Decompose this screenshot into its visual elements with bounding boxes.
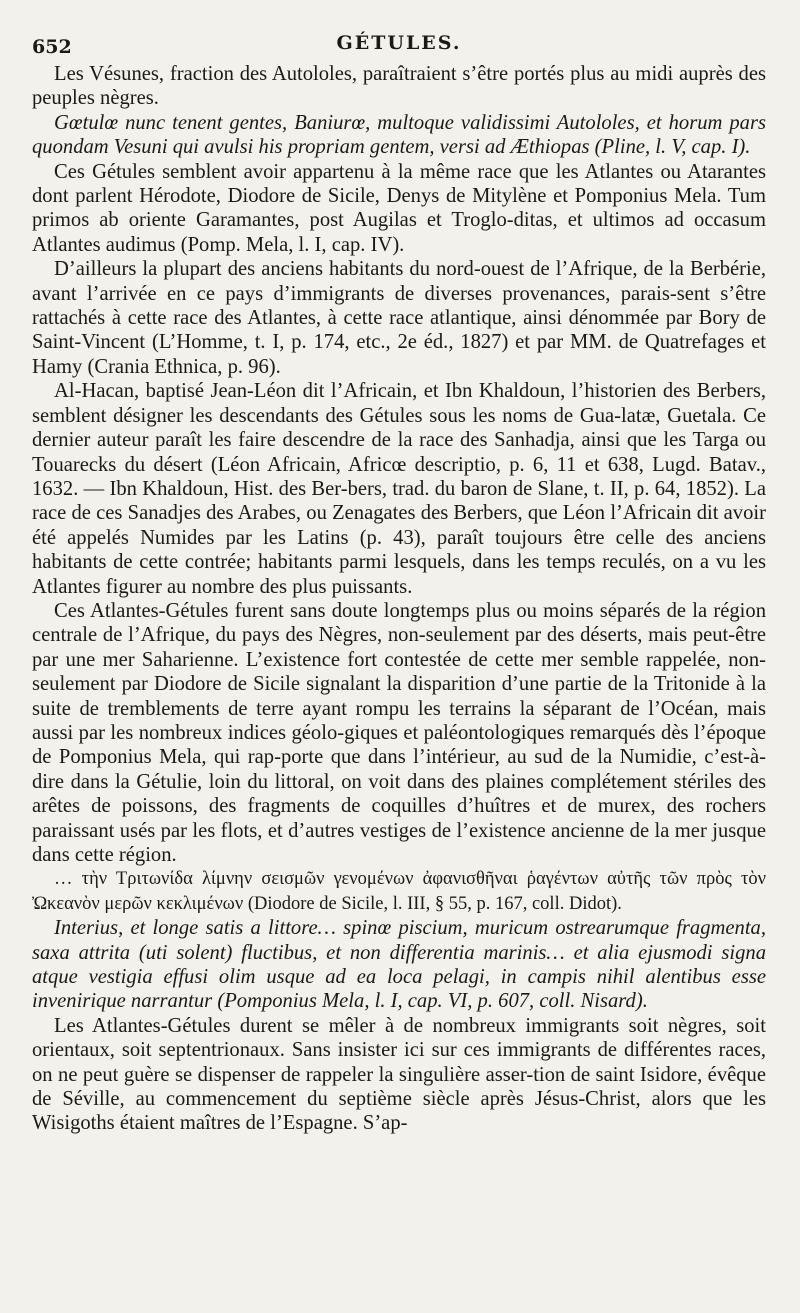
quote-mela: Interius, et longe satis a littore… spinœ piscium, muricum ostrearumque fragmenta, saxa attrita (uti solent) fluctibus, et non differentia marinis… et alia ejusmodi signa atque vestigia effusi olim usque ad ea loca pelagi, in campis nihil alentibus esse invenirique narrantur (Pomponius Mela, l. I, cap. VI, p. 607, coll. Nisard). <box>32 917 766 1013</box>
body-text <box>32 62 766 1136</box>
paragraph-berberie: D’ailleurs la plupart des anciens habitants du nord-ouest de l’Afrique, de la Berbérie, avant l’arrivée en ce pays d’immigrants de diverses provenances, parais-sent s’être rattachés à cette race des Atlantes, à cette race atlantique, ainsi dénommée par Bory de Saint-Vincent (L’Homme, t. I, p. 174, etc., 2e éd., 1827) et par MM. de Quatrefages et Hamy (Crania Ethnica, p. 96). <box>32 258 766 378</box>
page-header <box>32 18 766 62</box>
paragraph-vesunes: Les Vésunes, fraction des Autololes, paraîtraient s’être portés plus au midi auprès des peuples nègres. <box>32 63 766 110</box>
running-title: GÉTULES. <box>336 32 462 54</box>
quote-pliny: Gœtulœ nunc tenent gentes, Baniurœ, multoque validissimi Autololes, et horum pars quondam Vesuni qui avulsi his propriam gentem, versi ad Æthiopas (Pline, l. V, cap. I). <box>32 111 766 159</box>
quote-diodore-greek: … τὴν Τριτωνίδα λίμνην σεισμῶν γενομένων ἀφανισθῆναι ῥαγέντων αὐτῆς τῶν πρὸς τὸν Ὠκεανὸν μερῶν κεκλιμένων (Diodore de Sicile, l. III, § 55, p. 167, coll. Didot). <box>32 869 766 914</box>
page-number: 652 <box>32 36 72 58</box>
paragraph-immigrants: Les Atlantes-Gétules durent se mêler à de nombreux immigrants soit nègres, soit orientaux, soit septentrionaux. Sans insister ici sur ces immigrants de différentes races, on ne peut guère se dispenser de rappeler la singulière asser-tion de saint Isidore, évêque de Séville, au commencement du septième siècle après Jésus-Christ, alors que les Wisigoths étaient maîtres de l’Espagne. S’ap- <box>32 1014 766 1135</box>
paragraph-al-hacan: Al-Hacan, baptisé Jean-Léon dit l’Africain, et Ibn Khaldoun, l’historien des Berbers, semblent désigner les descendants des Gétules sous les noms de Gua-latæ, Guetala. Ce dernier auteur paraît les faire descendre de la race des Sanhadja, ainsi que les Targa ou Touarecks du désert (Léon Africain, Africœ descriptio, p. 6, 11 et 638, Lugd. Batav., 1632. — Ibn Khaldoun, Hist. des Ber-bers, trad. du baron de Slane, t. II, p. 64, 1852). La race de ces Sanadjes des Arabes, ou Zenagates des Berbers, que Léon l’Africain dit avoir été appelés Numides par les Latins (p. 43), paraît toujours être celle des anciens habitants de cette contrée; habitants parmi lesquels, dans les temps reculés, on a vu les Atlantes figurer au nombre des plus puissants. <box>32 380 766 598</box>
paragraph-atlantes: Ces Gétules semblent avoir appartenu à la même race que les Atlantes ou Atarantes dont parlent Hérodote, Diodore de Sicile, Denys de Mitylène et Pomponius Mela. Tum primos ab oriente Garamantes, post Augilas et Troglo-ditas, et ultimos ad occasum Atlantes audimus (Pomp. Mela, l. I, cap. IV). <box>32 160 766 256</box>
paragraph-mer-saharienne: Ces Atlantes-Gétules furent sans doute longtemps plus ou moins séparés de la région centrale de l’Afrique, du pays des Nègres, non-seulement par des déserts, mais peut-être par une mer Saharienne. L’existence fort contestée de cette mer semble rappelée, non-seulement par Diodore de Sicile signalant la disparition d’une partie de la Tritonide à la suite de tremblements de terre ayant rompu les terrains la séparant de l’Océan, mais aussi par les nombreux indices géolo-giques et paléontologiques remarqués dès l’époque de Pomponius Mela, qui rap-porte que dans l’intérieur, au sud de la Numidie, c’est-à-dire dans la Gétulie, loin du littoral, on voit dans des plaines complétement stériles des arêtes de poissons, des fragments de coquilles d’huîtres et de murex, des rochers paraissant usés par les flots, et d’autres vestiges de l’existence ancienne de la mer jusque dans cette région. <box>32 599 766 866</box>
